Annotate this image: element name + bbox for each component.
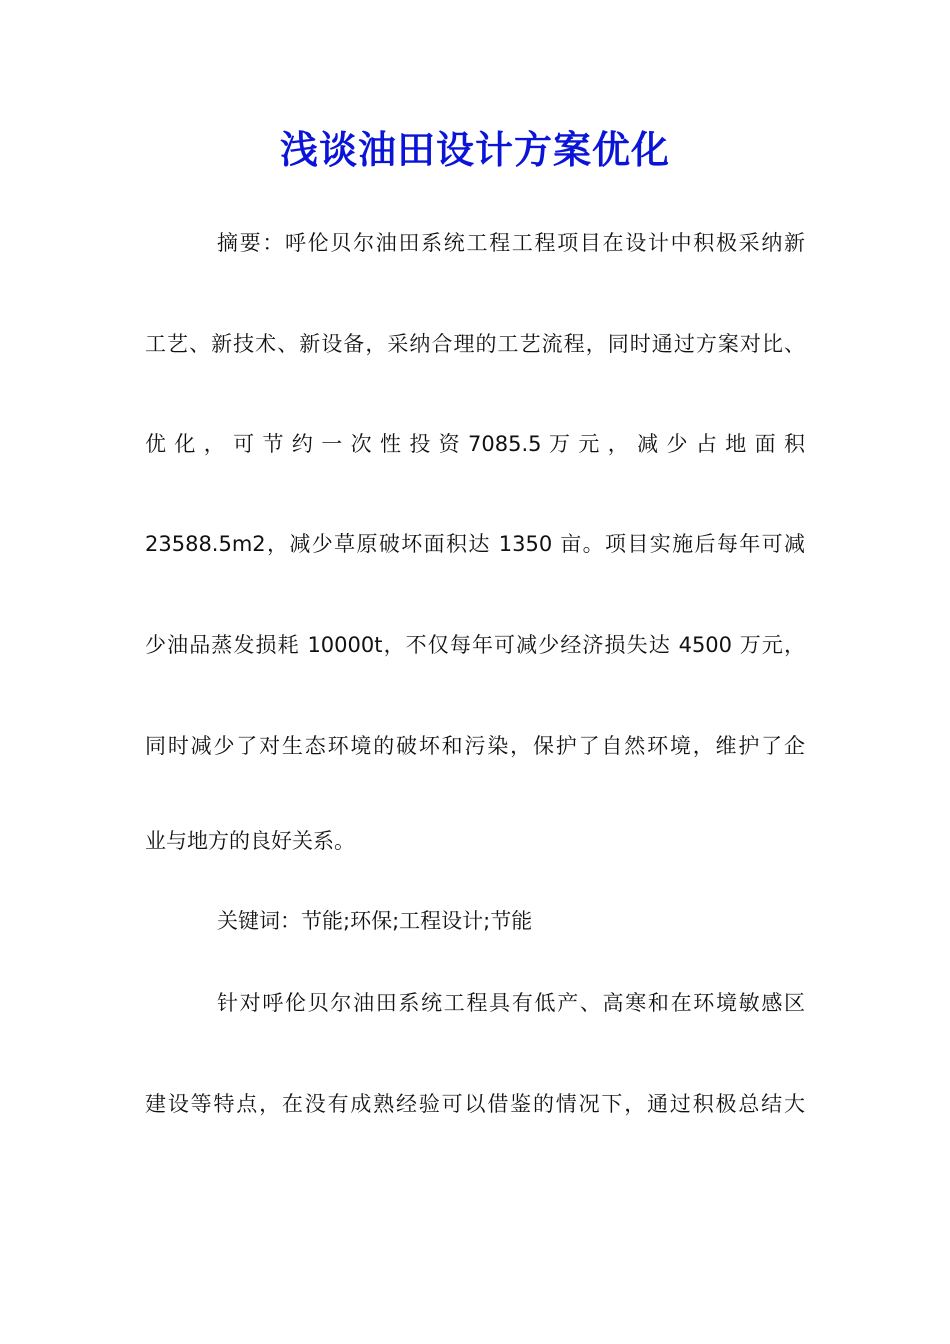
keywords-line: 关键词：节能;环保;工程设计;节能 [217,909,533,933]
document-title: 浅谈油田设计方案优化 [279,127,670,172]
abstract-line-5: 少油品蒸发损耗 10000t，不仅每年可减少经济损失达 4500 万元， [145,633,805,657]
body-line-2: 建设等特点，在没有成熟经验可以借鉴的情况下，通过积极总结大 [145,1092,805,1116]
abstract-line-3: 优 化 ， 可 节 约 一 次 性 投 资 7085.5 万 元 ， 减 少 占 地 面 积 [145,432,805,456]
abstract-line-1: 摘要：呼伦贝尔油田系统工程工程项目在设计中积极采纳新 [217,231,805,255]
abstract-line-7: 业与地方的良好关系。 [145,829,355,853]
body-line-1: 针对呼伦贝尔油田系统工程具有低产、高寒和在环境敏感区 [217,991,805,1015]
abstract-line-6: 同时减少了对生态环境的破坏和污染，保护了自然环境，维护了企 [145,734,805,758]
abstract-line-2: 工艺、新技术、新设备，采纳合理的工艺流程，同时通过方案对比、 [145,332,805,356]
abstract-line-4: 23588.5m2，减少草原破坏面积达 1350 亩。项目实施后每年可减 [145,532,805,556]
